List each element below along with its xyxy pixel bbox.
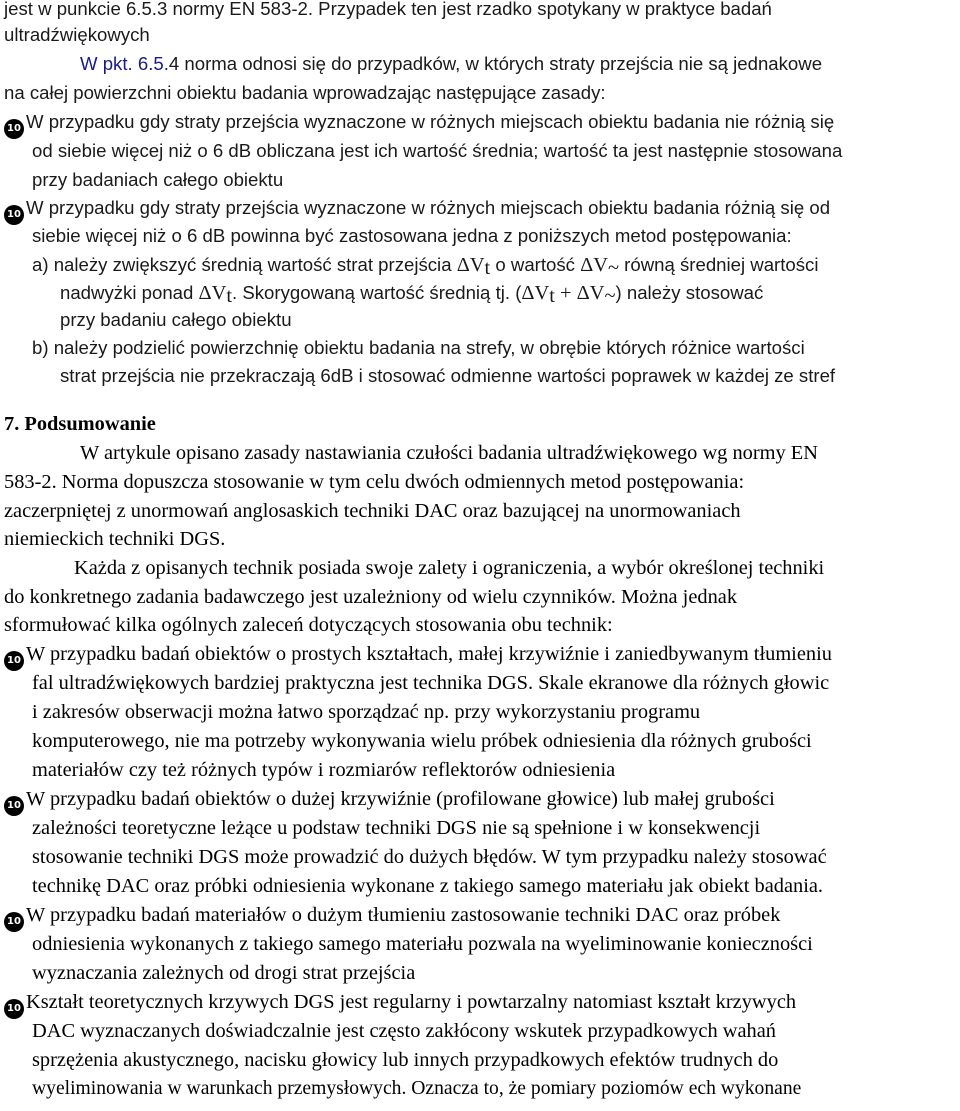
- summary-p2-line-3: sformułować kilka ogólnych zaleceń dotyczących stosowania obu technik:: [4, 614, 613, 636]
- rule-bullet-2: 10 W przypadku gdy straty przejścia wyznaczone w różnych miejscach obiektu badania różnią się od: [4, 199, 830, 225]
- numbered-bullet-icon: 10: [4, 796, 24, 816]
- summary-p2-line-2: do konkretnego zadania badawczego jest uzależniony od wielu czynników. Można jednak: [4, 586, 738, 608]
- numbered-bullet-icon: 10: [4, 999, 24, 1019]
- summary-bullet-1-line-4: komputerowego, nie ma potrzeby wykonywania wielu próbek odniesienia dla różnych grubości: [32, 730, 812, 752]
- intro-line-4: na całej powierzchni obiektu badania wprowadzając następujące zasady:: [4, 82, 606, 103]
- rule-bullet-1-line-3: przy badaniach całego obiektu: [32, 169, 284, 190]
- option-b-line-1: b) należy podzielić powierzchnię obiektu badania na strefy, w obrębie których różnice wartości: [32, 337, 805, 358]
- summary-p1-line-2: 583-2. Norma dopuszcza stosowanie w tym celu dwóch odmiennych metod postępowania:: [4, 471, 745, 493]
- summary-bullet-4-line-2: DAC wyznaczanych doświadczalnie jest często zakłócony wskutek przypadkowych wahań: [32, 1020, 776, 1042]
- option-a-line-1: a) należy zwiększyć średnią wartość strat przejścia $\Delta V_t$ o wartość $\Delta V_\sim$ równą średniej wartości: [32, 254, 819, 279]
- summary-bullet-4: 10 Kształt teoretycznych krzywych DGS jest regularny i powtarzalny natomiast kształt krzywych: [4, 992, 796, 1019]
- summary-bullet-3-line-3: wyznaczania zależnych od drogi strat przejścia: [32, 962, 416, 984]
- numbered-bullet-icon: 10: [4, 119, 24, 139]
- intro-line-2: ultradźwiękowych: [4, 24, 150, 45]
- summary-bullet-1: 10 W przypadku badań obiektów o prostych kształtach, małej krzywiźnie i zaniedbywanym tłumieniu: [4, 644, 832, 671]
- summary-p2-line-1: Każda z opisanych technik posiada swoje zalety i ograniczenia, a wybór określonej techniki: [74, 557, 825, 579]
- summary-bullet-1-line-5: materiałów czy też różnych typów i rozmiarów reflektorów odniesienia: [32, 759, 616, 781]
- section-heading: 7. Podsumowanie: [4, 413, 156, 435]
- summary-bullet-2-line-4: technikę DAC oraz próbki odniesienia wykonane z takiego samego materiału jak obiekt badania.: [32, 875, 824, 897]
- numbered-bullet-icon: 10: [4, 651, 24, 671]
- summary-p1-line-4: niemieckich techniki DGS.: [4, 528, 226, 550]
- option-a-line-3: przy badaniu całego obiektu: [60, 309, 292, 330]
- rule-bullet-1-line-2: od siebie więcej niż o 6 dB obliczana jest ich wartość średnia; wartość ta jest następnie stosowana: [32, 140, 843, 161]
- summary-bullet-1-line-2: fal ultradźwiękowych bardziej praktyczna jest technika DGS. Skale ekranowe dla różnych głowic: [32, 672, 830, 694]
- summary-bullet-4-line-4: wyeliminowania w warunkach przemysłowych. Oznacza to, że pomiary poziomów ech wykonane: [32, 1078, 802, 1099]
- summary-bullet-2-line-2: zależności teoretyczne leżące u podstaw techniki DGS nie są spełnione i w konsekwencji: [32, 817, 761, 839]
- numbered-bullet-icon: 10: [4, 205, 24, 225]
- summary-bullet-3: 10 W przypadku badań materiałów o dużym tłumieniu zastosowanie techniki DAC oraz próbek: [4, 905, 780, 932]
- rule-bullet-1: 10 W przypadku gdy straty przejścia wyznaczone w różnych miejscach obiektu badania nie różnią się: [4, 113, 834, 139]
- intro-line-3: W pkt. 6.5.4 norma odnosi się do przypadków, w których straty przejścia nie są jednakowe: [80, 53, 823, 74]
- summary-bullet-2-line-3: stosowanie techniki DGS może prowadzić do dużych błędów. W tym przypadku należy stosować: [32, 846, 827, 868]
- option-a-line-2: nadwyżki ponad $\Delta V_t$. Skorygowaną wartość średnią tj. $(\Delta V_t + \Delta V_\sim)$ należy stosować: [60, 282, 764, 307]
- numbered-bullet-icon: 10: [4, 912, 24, 932]
- summary-p1-line-1: W artykule opisano zasady nastawiania czułości badania ultradźwiękowego wg normy EN: [80, 442, 818, 464]
- summary-bullet-3-line-2: odniesienia wykonanych z takiego samego materiału pozwala na wyeliminowanie konieczności: [32, 933, 813, 955]
- summary-bullet-4-line-3: sprzężenia akustycznego, nacisku głowicy lub innych przypadkowych efektów trudnych do: [32, 1049, 779, 1071]
- intro-line-1: jest w punkcie 6.5.3 normy EN 583-2. Przypadek ten jest rzadko spotykany w praktyce badań: [4, 0, 772, 19]
- summary-bullet-1-line-3: i zakresów obserwacji można łatwo sporządzać np. przy wykorzystaniu programu: [32, 701, 701, 723]
- summary-p1-line-3: zaczerpniętej z unormowań anglosaskich techniki DAC oraz bazującej na unormowaniach: [4, 500, 741, 522]
- summary-bullet-2: 10 W przypadku badań obiektów o dużej krzywiźnie (profilowane głowice) lub małej grubości: [4, 789, 775, 816]
- rule-bullet-2-line-2: siebie więcej niż o 6 dB powinna być zastosowana jedna z poniższych metod postępowania:: [32, 225, 792, 246]
- option-b-line-2: strat przejścia nie przekraczają 6dB i stosować odmienne wartości poprawek w każdej ze stref: [60, 365, 836, 386]
